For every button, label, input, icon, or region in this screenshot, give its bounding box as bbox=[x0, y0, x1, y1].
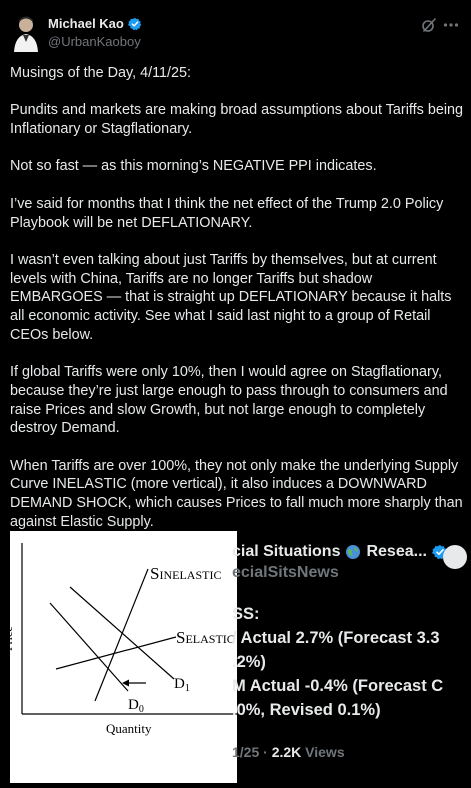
tweet-paragraph: Pundits and markets are making broad assumptions about Tariffs being Inflationary or Stagflationary. bbox=[10, 102, 464, 138]
tweet-header bbox=[12, 10, 459, 54]
tweet-media[interactable] bbox=[1, 531, 461, 783]
globe-icon bbox=[345, 544, 361, 560]
tweet-text bbox=[10, 64, 465, 531]
supply-demand-svg bbox=[1, 531, 237, 783]
tweet-paragraph: Musings of the Day, 4/11/25: bbox=[10, 65, 192, 81]
quoted-line: .2%) bbox=[232, 653, 266, 671]
quoted-line: .0%, Revised 0.1%) bbox=[232, 701, 381, 719]
quoted-post-meta: 1/25 · 2.2K Views bbox=[232, 744, 345, 760]
s-elastic-label: SELASTIC bbox=[176, 628, 235, 647]
y-axis-label: Price bbox=[1, 626, 15, 651]
quoted-avatar-partial bbox=[443, 545, 467, 569]
tweet-paragraph: I’ve said for months that I think the net effect of the Trump 2.0 Policy Playbook will be net DEFLATIONARY. bbox=[10, 195, 444, 231]
tweet-paragraph: I wasn’t even talking about just Tariffs by themselves, but at current levels with China, Tariffs are no longer Tariffs but shadow EMBARGOES — that is straight up DEFLATIONARY because it halts all economic activity. See what I said last night to a group of Retail CEOs below. bbox=[10, 251, 452, 343]
tweet-paragraph: Not so fast — as this morning’s NEGATIVE PPI indicates. bbox=[10, 158, 377, 175]
quoted-line: SS: bbox=[232, 605, 260, 623]
views-label: Views bbox=[305, 744, 345, 760]
quoted-author-name-suffix: Resea... bbox=[366, 543, 427, 560]
quoted-post-text bbox=[232, 602, 448, 722]
more-options-icon[interactable] bbox=[443, 18, 459, 32]
quoted-post-preview[interactable] bbox=[232, 531, 461, 783]
views-count: 2.2K bbox=[271, 744, 302, 760]
s-inelastic-label: SINELASTIC bbox=[150, 564, 222, 583]
author-name[interactable]: Michael Kao bbox=[48, 16, 124, 31]
supply-demand-diagram[interactable] bbox=[1, 531, 237, 783]
d1-label: D1 bbox=[174, 676, 190, 694]
d0-label: D0 bbox=[128, 697, 144, 715]
quoted-line: M Actual -0.4% (Forecast C bbox=[232, 677, 444, 695]
verified-badge-icon bbox=[128, 17, 142, 31]
grok-icon[interactable] bbox=[421, 17, 437, 33]
quoted-author-name: cial Situations bbox=[232, 543, 341, 560]
x-axis-label: Quantity bbox=[106, 721, 152, 736]
quoted-line: / Actual 2.7% (Forecast 3.3 bbox=[232, 629, 440, 647]
tweet-paragraph: When Tariffs are over 100%, they not only make the underlying Supply Curve INELASTIC (more vertical), it also induces a DOWNWARD DEMAND SHOCK, which causes Prices to fall much more sharply than against Elastic Supply. bbox=[10, 457, 463, 530]
author-handle[interactable]: @UrbanKaoboy bbox=[48, 34, 141, 49]
author-avatar[interactable] bbox=[12, 12, 40, 52]
tweet-paragraph: If global Tariffs were only 10%, then I would agree on Stagflationary, because they’re just large enough to pass through to consumers and raise Prices and slow Growth, but not large enough to completely destroy Demand. bbox=[10, 364, 448, 437]
quoted-date: 1/25 bbox=[232, 744, 260, 760]
quoted-author-handle: ecialSitsNews bbox=[232, 564, 339, 581]
